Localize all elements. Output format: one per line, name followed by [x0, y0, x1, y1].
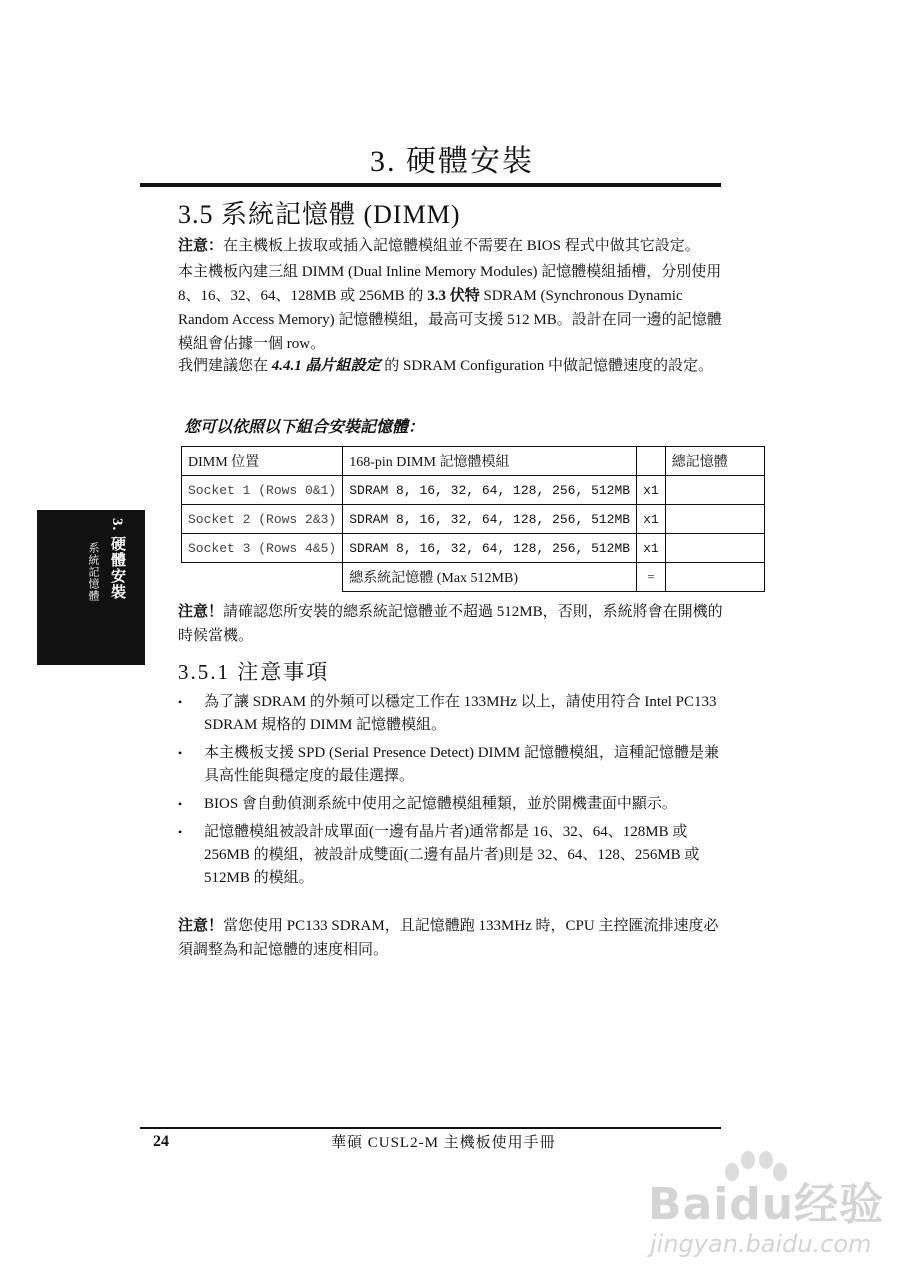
- total-cell: [665, 505, 764, 534]
- notes-list: [178, 691, 723, 895]
- total-cell: [665, 534, 764, 563]
- section-title: 3.5 系統記憶體 (DIMM): [178, 200, 461, 229]
- note-label: 注意：: [178, 238, 224, 254]
- footer-rule: [140, 1127, 721, 1129]
- multiplier-cell: x1: [637, 534, 666, 563]
- header-rule: [140, 183, 721, 187]
- note-label: 注意！: [178, 918, 224, 934]
- page-number: 24: [153, 1133, 169, 1150]
- note-label: 注意！: [178, 604, 224, 620]
- side-tab-section: 系統記憶體: [87, 542, 99, 602]
- header-blank: [637, 447, 666, 476]
- intro-text-1: 本主機板內建三組 DIMM (Dual Inline Memory Modules) 記憶體模組插槽，分別使用 8、16、32、64、128MB 或 256MB 的: [178, 264, 722, 304]
- socket-cell: Socket 3 (Rows 4&5): [182, 534, 343, 563]
- side-tab-chapter: 3. 硬體安裝: [109, 518, 125, 600]
- socket-cell: Socket 2 (Rows 2&3): [182, 505, 343, 534]
- recommend-paragraph: [178, 354, 723, 378]
- module-cell: SDRAM 8, 16, 32, 64, 128, 256, 512MB: [343, 505, 637, 534]
- table-intro: 您可以依照以下組合安裝記憶體：: [184, 419, 425, 436]
- multiplier-cell: x1: [637, 505, 666, 534]
- intro-text-2: SDRAM (Synchronous Dynamic Random Access Memory) 記憶體模組，最高可支援 512 MB。設計在同一邊的記憶體模組會佔據一個 row。: [178, 288, 722, 352]
- footer-text: 華碩 CUSL2-M 主機板使用手冊: [331, 1135, 556, 1151]
- total-cell: [665, 476, 764, 505]
- table-row: [182, 476, 765, 505]
- module-cell: SDRAM 8, 16, 32, 64, 128, 256, 512MB: [343, 534, 637, 563]
- intro-voltage: 3.3 伏特: [427, 288, 480, 304]
- total-label-cell: 總系統記憶體 (Max 512MB): [343, 563, 637, 592]
- watermark-logo: Baidu经验: [648, 1179, 885, 1230]
- table-row: [182, 505, 765, 534]
- recommend-text-2: 的 SDRAM Configuration 中做記憶體速度的設定。: [380, 358, 714, 374]
- watermark-url: jingyan.baidu.com: [650, 1230, 872, 1258]
- grand-total-cell: [665, 563, 764, 592]
- total-eq-cell: =: [637, 563, 666, 592]
- list-item: • 記憶體模組被設計成單面(一邊有晶片者)通常都是 16、32、64、128MB 或 256MB 的模組，被設計成雙面(二邊有晶片者)則是 32、64、128、256MB 或 512MB 的模組。: [178, 821, 723, 890]
- memory-table: [181, 446, 765, 592]
- note-text: 請確認您所安裝的總系統記憶體並不超過 512MB，否則，系統將會在開機的時候當機。: [178, 604, 723, 644]
- table-header-row: [182, 447, 765, 476]
- watermark: [640, 1148, 900, 1273]
- list-item: • BIOS 會自動偵測系統中使用之記憶體模組種類，並於開機畫面中顯示。: [178, 793, 723, 816]
- subsection-title: 3.5.1 注意事項: [178, 660, 330, 684]
- module-cell: SDRAM 8, 16, 32, 64, 128, 256, 512MB: [343, 476, 637, 505]
- list-item: • 本主機板支援 SPD (Serial Presence Detect) DIMM 記憶體模組，這種記憶體是兼具高性能與穩定度的最佳選擇。: [178, 742, 723, 788]
- header-total: 總記憶體: [665, 447, 764, 476]
- socket-cell: Socket 1 (Rows 0&1): [182, 476, 343, 505]
- note-bios: [178, 234, 723, 258]
- note-pc133: [178, 914, 723, 962]
- note-text: 在主機板上拔取或插入記憶體模組並不需要在 BIOS 程式中做其它設定。: [223, 238, 700, 254]
- chapter-side-tab: [37, 510, 145, 665]
- recommend-text-1: 我們建議您在: [178, 358, 272, 374]
- recommend-ref: 4.4.1 晶片組設定: [271, 358, 381, 374]
- header-module: 168-pin DIMM 記憶體模組: [343, 447, 637, 476]
- list-item: • 為了讓 SDRAM 的外頻可以穩定工作在 133MHz 以上，請使用符合 Intel PC133 SDRAM 規格的 DIMM 記憶體模組。: [178, 691, 723, 737]
- intro-paragraph: [178, 260, 723, 356]
- table-row: [182, 534, 765, 563]
- chapter-title: 3. 硬體安裝: [370, 145, 534, 178]
- note-max-memory: [178, 600, 723, 648]
- multiplier-cell: x1: [637, 476, 666, 505]
- header-dimm-location: DIMM 位置: [182, 447, 343, 476]
- note-text: 當您使用 PC133 SDRAM，且記憶體跑 133MHz 時，CPU 主控匯流排速度必須調整為和記憶體的速度相同。: [178, 918, 719, 958]
- empty-cell: [182, 563, 343, 592]
- table-total-row: [182, 563, 765, 592]
